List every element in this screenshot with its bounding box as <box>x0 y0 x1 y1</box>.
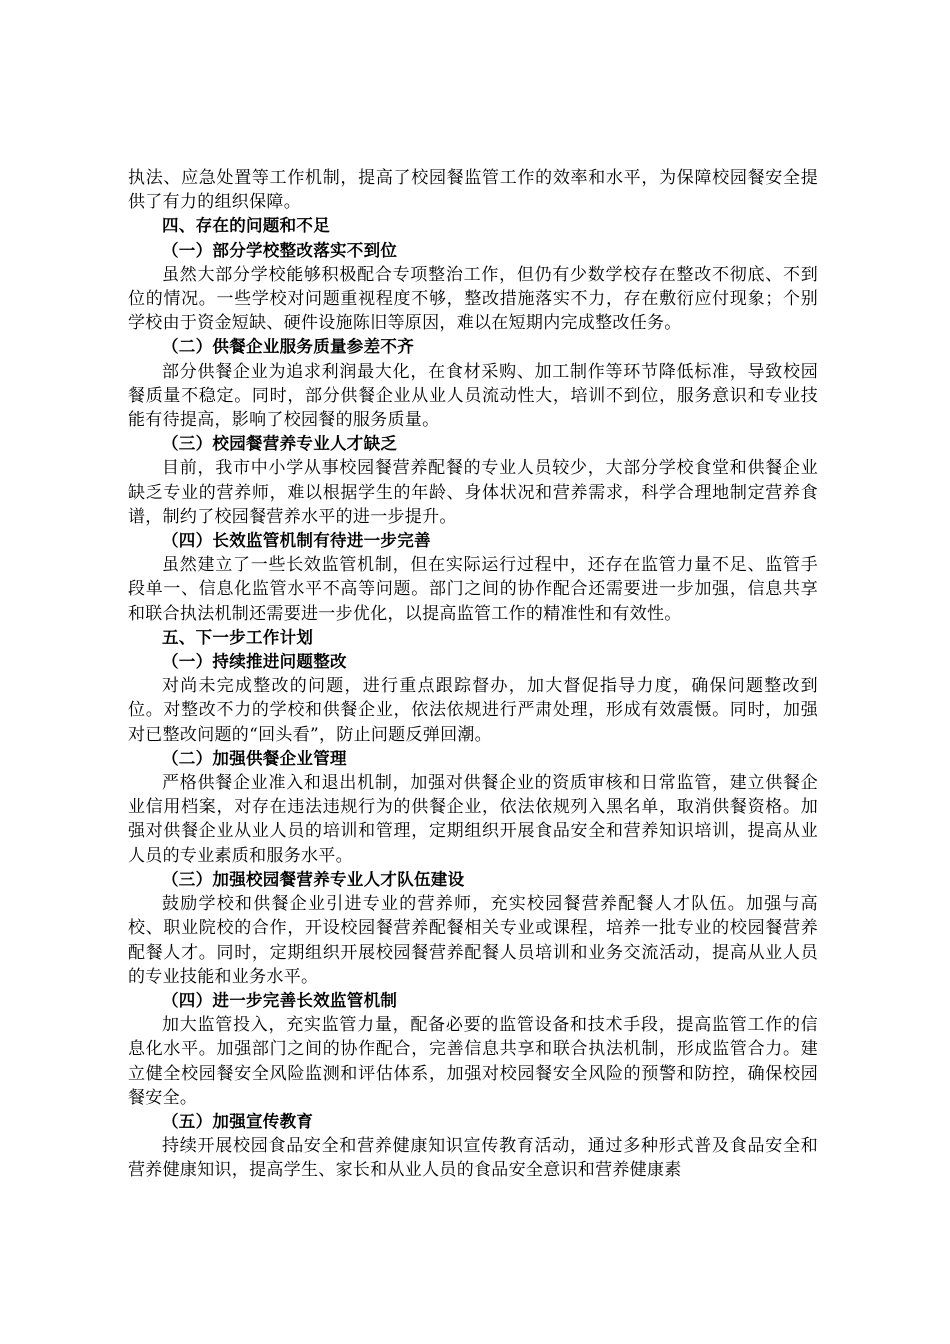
subsection-heading: （三）校园餐营养专业人才缺乏 <box>162 434 398 454</box>
paragraph: 执法、应急处置等工作机制，提高了校园餐监管工作的效率和水平，为保障校园餐安全提供了有力的组织保障。 <box>128 168 818 213</box>
subsection-heading: （二）加强供餐企业管理 <box>162 748 347 768</box>
subsection-heading: （二）供餐企业服务质量参差不齐 <box>162 337 414 357</box>
subsection-heading: （一）部分学校整改落实不到位 <box>162 240 398 260</box>
paragraph: 加大监管投入，充实监管力量，配备必要的监管设备和技术手段，提高监管工作的信息化水平。加强部门之间的协作配合，完善信息共享和联合执法机制，形成监管合力。建立健全校园餐安全风险监测和评估体系，加强对校园餐安全风险的预警和防控，确保校园餐安全。 <box>128 1015 818 1108</box>
section-heading: 五、下一步工作计划 <box>162 627 314 647</box>
paragraph: 严格供餐企业准入和退出机制，加强对供餐企业的资质审核和日常监管，建立供餐企业信用档案，对存在违法违规行为的供餐企业，依法依规列入黑名单，取消供餐资格。加强对供餐企业从业人员的培训和管理，定期组织开展食品安全和营养知识培训，提高从业人员的专业素质和服务水平。 <box>128 773 818 866</box>
subsection-heading: （四）进一步完善长效监管机制 <box>162 990 398 1010</box>
paragraph: 虽然大部分学校能够积极配合专项整治工作，但仍有少数学校存在整改不彻底、不到位的情况。一些学校对问题重视程度不够，整改措施落实不力，存在敷衍应付现象；个别学校由于资金短缺、硬件设施陈旧等原因，难以在短期内完成整改任务。 <box>128 264 818 334</box>
paragraph: 目前，我市中小学从事校园餐营养配餐的专业人员较少，大部分学校食堂和供餐企业缺乏专业的营养师，难以根据学生的年龄、身体状况和营养需求，科学合理地制定营养食谱，制约了校园餐营养水平的进一步提升。 <box>128 458 818 527</box>
subsection-heading: （五）加强宣传教育 <box>162 1111 314 1131</box>
paragraph: 对尚未完成整改的问题，进行重点跟踪督办，加大督促指导力度，确保问题整改到位。对整改不力的学校和供餐企业，依法依规进行严肃处理，形成有效震慑。同时，加强对已整改问题的“回头看”，防止问题反弹回潮。 <box>128 676 818 745</box>
paragraph: 部分供餐企业为追求利润最大化，在食材采购、加工制作等环节降低标准，导致校园餐质量不稳定。同时，部分供餐企业从业人员流动性大，培训不到位，服务意识和专业技能有待提高，影响了校园餐的服务质量。 <box>128 361 818 431</box>
document-page <box>128 166 818 1183</box>
section-heading: 四、存在的问题和不足 <box>162 216 330 236</box>
paragraph: 虽然建立了一些长效监管机制，但在实际运行过程中，还存在监管力量不足、监管手段单一、信息化监管水平不高等问题。部门之间的协作配合还需要进一步加强，信息共享和联合执法机制还需要进一步优化，以提高监管工作的精准性和有效性。 <box>128 555 818 624</box>
subsection-heading: （三）加强校园餐营养专业人才队伍建设 <box>162 869 465 889</box>
subsection-heading: （一）持续推进问题整改 <box>162 652 347 672</box>
paragraph: 鼓励学校和供餐企业引进专业的营养师，充实校园餐营养配餐人才队伍。加强与高校、职业院校的合作，开设校园餐营养配餐相关专业或课程，培养一批专业的校园餐营养配餐人才。同时，定期组织开展校园餐营养配餐人员培训和业务交流活动，提高从业人员的专业技能和业务水平。 <box>128 894 818 987</box>
subsection-heading: （四）长效监管机制有待进一步完善 <box>162 531 431 551</box>
paragraph: 持续开展校园食品安全和营养健康知识宣传教育活动，通过多种形式普及食品安全和营养健康知识，提高学生、家长和从业人员的食品安全意识和营养健康素 <box>128 1136 818 1181</box>
